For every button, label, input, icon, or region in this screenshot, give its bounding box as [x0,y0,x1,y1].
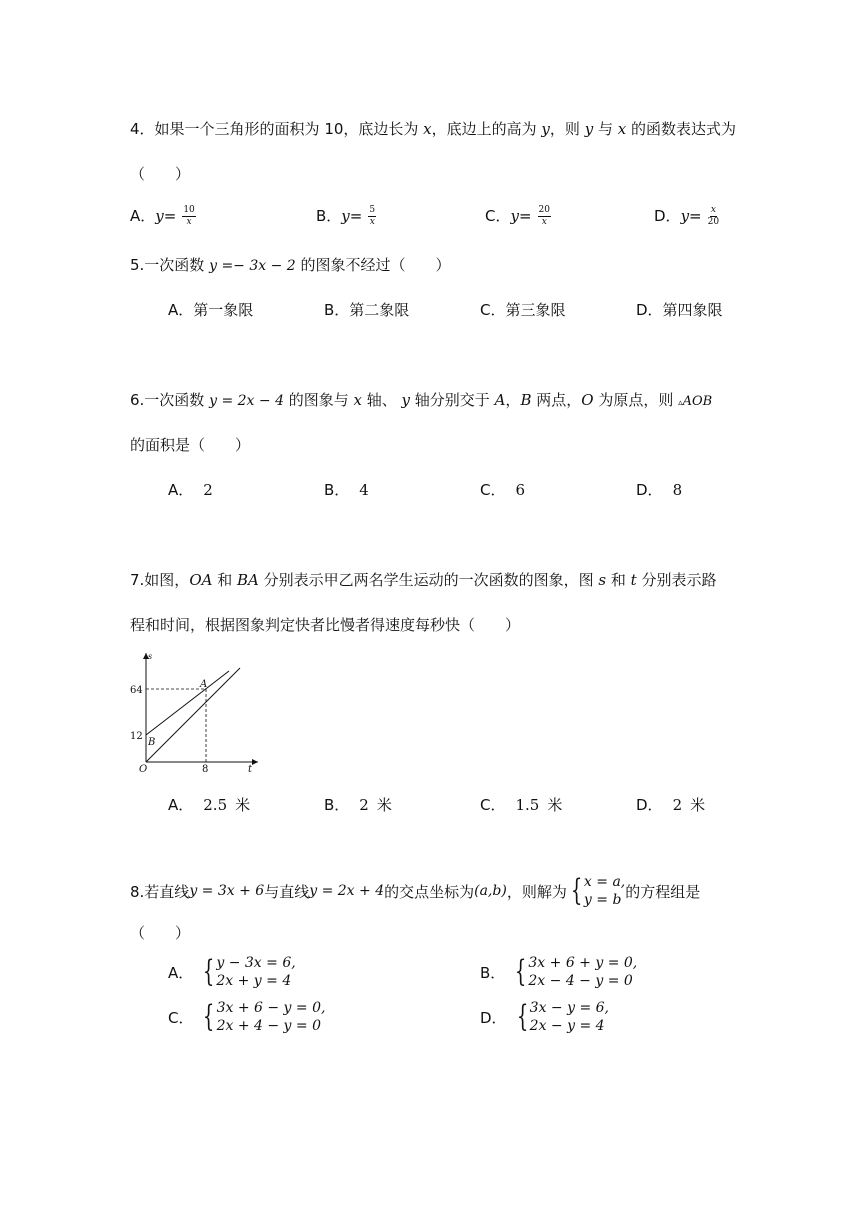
system-line-2: 2x + 4 − y = 0 [216,1018,321,1034]
fraction [538,205,551,228]
option-label: C． [168,1008,194,1027]
q7-text-4: 分别表示路 [636,571,717,589]
brace-icon: { [203,954,215,989]
option-lhs: y [680,207,690,225]
q5-option-a[interactable]: A．第一象限 [168,301,254,319]
q8-text-4: 的方程组是 [625,882,701,901]
q8-text-2: 的交点坐标为 [384,882,475,901]
q5-formula: y =− 3x − 2 [209,258,296,274]
q6-text-2: 轴、 [362,391,402,409]
q4-var-y: y [541,120,550,138]
option-unit: 米 [235,796,251,814]
q6-point-a: A [494,391,506,409]
option-lhs: y [341,207,350,225]
question-5-stem [130,254,451,275]
axis-label-t: t [248,764,253,774]
q8-solution-system [567,873,625,909]
q4-stem-mid2: ，则 [549,120,585,138]
option-unit: 米 [690,796,706,814]
brace-icon: { [203,999,215,1034]
option-value: 2 [359,796,369,814]
q5-option-d[interactable]: D．第四象限 [636,301,723,319]
option-label: A． [168,796,194,814]
q8-intersection-point: (a,b) [474,883,507,899]
option-value: 8 [672,481,683,499]
q7-var-s: s [598,571,607,589]
q6-option-d[interactable] [636,479,682,500]
brace-icon: { [515,954,527,989]
fraction-numerator: 20 [538,205,550,215]
option-label: A． [168,481,194,499]
q7-motion-graph [128,648,268,774]
q6-option-c[interactable] [480,479,525,500]
q7-option-a[interactable] [168,794,250,815]
q4-stem-end: 的函数表达式为 [626,120,736,138]
q6-origin-o: O [581,391,594,409]
q8-option-d[interactable] [480,999,609,1035]
option-eq: = [689,207,702,225]
q8-answer-paren: （ ） [130,924,191,942]
equation-system [511,954,637,990]
system-line-1: y − 3x = 6, [216,955,296,971]
equation-system [513,999,609,1035]
option-label: D． [636,481,663,499]
triangle-icon: ▵ [678,398,683,408]
q8-option-a[interactable] [168,954,296,990]
fraction-denominator: x [541,217,547,227]
question-8-stem [130,873,700,909]
brace-icon: { [570,873,583,908]
q6-var-y: y [401,391,411,409]
fraction [368,205,376,228]
q5-prefix: 5.一次函数 [130,256,210,274]
q6-var-x: x [353,391,362,409]
q7-text-3: 和 [606,571,631,589]
option-value: 4 [359,481,369,499]
equation-system [199,954,295,990]
q4-option-b[interactable] [316,205,376,228]
option-lhs: y [155,207,164,225]
q6-option-b[interactable] [324,479,369,500]
fraction-numerator: x [710,205,716,215]
equation-system [199,999,325,1035]
q4-var-y-2: y [584,120,594,138]
option-value: 2.5 [203,796,228,814]
option-eq: = [163,207,177,225]
q8-text-1: 与直线 [264,882,310,901]
q4-var-x: x [423,120,432,138]
fraction-denominator: x [369,217,375,227]
system-line-2: 2x + y = 4 [216,973,292,989]
option-label: C． [485,207,511,225]
q8-line-2: y = 2x + 4 [309,883,385,899]
option-label: B． [324,796,350,814]
option-label: A． [130,207,156,225]
option-label: B． [316,207,342,225]
option-label: D． [654,207,681,225]
option-value: 1.5 [515,796,540,814]
system-line-1: 3x − y = 6, [529,1000,609,1016]
system-line-2: 2x − 4 − y = 0 [528,973,633,989]
q7-option-c[interactable] [480,794,562,815]
q7-line-oa: OA [189,571,213,589]
option-label: C． [480,481,506,499]
q6-comma: ， [505,391,521,409]
point-label-b: B [148,737,156,748]
option-value: 2 [203,481,213,499]
option-lhs: y [510,207,519,225]
option-value: 2 [672,796,683,814]
system-line-2: y = b [583,892,622,908]
origin-label: O [139,764,148,774]
q7-var-t: t [630,571,637,589]
q6-point-b: B [520,391,532,409]
q7-prefix: 7.如图， [130,571,190,589]
system-line-2: 2x − y = 4 [529,1018,605,1034]
brace-icon: { [516,999,528,1034]
q4-stem-prefix: 4．如果一个三角形的面积为 10，底边长为 [130,120,424,138]
option-eq: = [349,207,363,225]
q4-var-x-2: x [617,120,627,138]
question-6-stem [130,389,712,410]
q6-text-1: 的图象与 [283,391,354,409]
system-line-1: 3x + 6 + y = 0, [528,955,638,971]
q7-text-2: 分别表示甲乙两名学生运动的一次函数的图象，图 [258,571,599,589]
q6-text-5: 为原点，则 [593,391,679,409]
fraction-denominator: x [186,217,192,227]
fraction [708,205,719,228]
question-4-stem [130,118,736,139]
q5-option-c[interactable]: C．第三象限 [480,301,566,319]
q8-prefix: 8.若直线 [130,882,190,901]
q5-option-b[interactable]: B．第二象限 [324,301,410,319]
tick-label-8: 8 [202,764,209,774]
q6-text-4: 两点， [531,391,582,409]
q6-triangle-aob: AOB [682,394,713,409]
q4-option-c[interactable] [485,205,551,228]
question-7-stem [130,569,716,590]
option-label: B． [480,963,506,982]
option-label: C． [480,796,506,814]
option-unit: 米 [376,796,392,814]
q8-option-c[interactable] [168,999,325,1035]
q6-prefix: 6.一次函数 [130,391,210,409]
q8-text-3: ，则解为 [506,882,567,901]
option-unit: 米 [547,796,563,814]
q6-text-3: 轴分别交于 [410,391,495,409]
line-ba [146,671,229,735]
q7-text-1: 和 [212,571,237,589]
q7-option-d[interactable] [636,794,705,815]
option-label: D． [480,1008,507,1027]
fraction [182,205,195,228]
q8-option-b[interactable] [480,954,637,990]
tick-label-12: 12 [130,731,143,742]
q4-stem-mid1: ，底边上的高为 [431,120,542,138]
q6-formula: y = 2x − 4 [209,393,284,409]
q5-suffix: 的图象不经过（ ） [295,256,451,274]
q4-stem-mid3: 与 [593,120,618,138]
system-line-1: 3x + 6 − y = 0, [216,1000,326,1016]
q4-answer-paren: （ ） [130,165,191,183]
q8-line-1: y = 3x + 6 [189,883,265,899]
option-label: A． [168,963,194,982]
q7-option-b[interactable] [324,794,392,815]
option-value: 6 [515,481,526,499]
option-label: B． [324,481,350,499]
q7-line-ba: BA [237,571,259,589]
q7-stem-line2: 程和时间，根据图象判定快者比慢者得速度每秒快（ ） [130,616,521,634]
fraction-denominator: 20 [707,217,720,227]
q4-option-a[interactable] [130,205,196,228]
tick-label-64: 64 [130,685,143,696]
option-label: D． [636,796,663,814]
line-oa [146,668,240,762]
fraction-numerator: 10 [183,205,195,215]
q4-option-d[interactable] [654,205,719,228]
axis-label-s: s [148,652,153,661]
q6-option-a[interactable] [168,479,213,500]
fraction-numerator: 5 [369,205,376,215]
point-label-a: A [200,679,208,690]
q6-stem-line2: 的面积是（ ） [130,436,251,454]
system-line-1: x = a, [583,874,626,890]
option-eq: = [518,207,532,225]
